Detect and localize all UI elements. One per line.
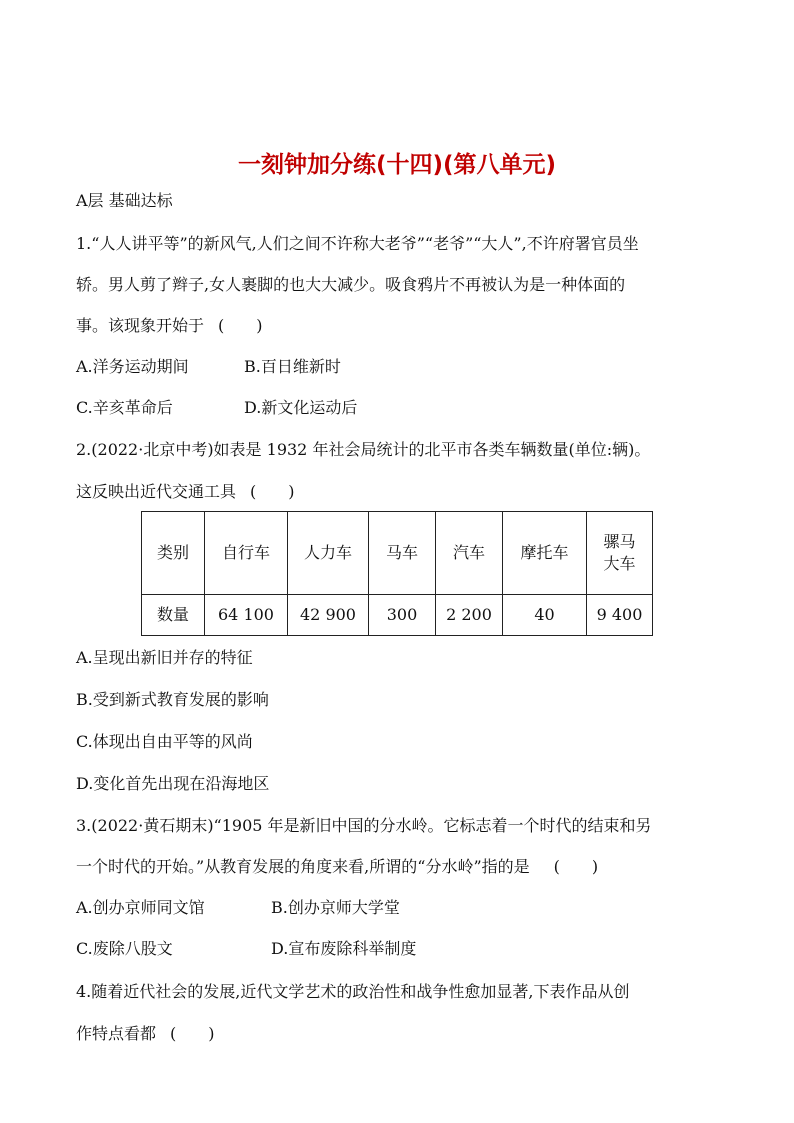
q2-option-a: A.呈现出新旧并存的特征 — [76, 648, 253, 667]
q4-answer-blank: ( ) — [170, 1024, 215, 1043]
table-row — [142, 595, 653, 636]
q2-option-b: B.受到新式教育发展的影响 — [76, 690, 269, 709]
table-header-row — [142, 512, 653, 595]
q1-text-tail: 事。该现象开始于 — [76, 316, 205, 335]
q1-option-b: B.百日维新时 — [244, 357, 341, 376]
q3-option-a: A.创办京师同文馆 — [76, 898, 205, 917]
header-cell-category: 类别 — [142, 512, 205, 595]
header-cell-carriage: 马车 — [369, 512, 436, 595]
header-cell-motorcycle: 摩托车 — [503, 512, 587, 595]
q4-text-line-1: 4.随着近代社会的发展,近代文学艺术的政治性和战争性愈加显著,下表作品从创 — [76, 982, 630, 1001]
q3-text-line-1: 3.(2022·黄石期末)“1905 年是新旧中国的分水岭。它标志着一个时代的结束和另 — [76, 816, 652, 835]
q3-option-b: B.创办京师大学堂 — [271, 898, 400, 917]
header-cell-rickshaw: 人力车 — [288, 512, 369, 595]
q1-text-line-2: 轿。男人剪了辫子,女人裹脚的也大大减少。吸食鸦片不再被认为是一种体面的 — [76, 275, 626, 294]
q3-text-line-2 — [76, 857, 598, 877]
q2-option-d: D.变化首先出现在沿海地区 — [76, 774, 270, 793]
vehicle-count-table — [141, 511, 653, 636]
value-cell-bicycle: 64 100 — [205, 595, 288, 636]
q2-text-line-1: 2.(2022·北京中考)如表是 1932 年社会局统计的北平市各类车辆数量(单位:辆)。 — [76, 440, 651, 459]
q2-text-line-2 — [76, 482, 295, 502]
value-cell-rickshaw: 42 900 — [288, 595, 369, 636]
row-label-quantity: 数量 — [142, 595, 205, 636]
header-cell-car: 汽车 — [436, 512, 503, 595]
header-cell-mule-cart: 骡马大车 — [587, 512, 653, 595]
q1-option-c: C.辛亥革命后 — [76, 398, 173, 417]
q2-option-c: C.体现出自由平等的风尚 — [76, 732, 253, 751]
q1-answer-blank: ( ) — [218, 316, 263, 335]
page-title: 一刻钟加分练(十四)(第八单元) — [237, 152, 557, 178]
q1-option-d: D.新文化运动后 — [244, 398, 358, 417]
q1-option-a: A.洋务运动期间 — [76, 357, 189, 376]
header-cell-bicycle: 自行车 — [205, 512, 288, 595]
q2-text-tail: 这反映出近代交通工具 — [76, 482, 237, 501]
q1-text-line-3 — [76, 316, 263, 336]
q3-answer-blank: ( ) — [553, 857, 599, 876]
q4-text-tail: 作特点看都 — [76, 1024, 157, 1043]
q3-option-d: D.宣布废除科举制度 — [271, 939, 417, 958]
value-cell-mule-cart: 9 400 — [587, 595, 653, 636]
section-heading: A层 基础达标 — [76, 191, 173, 210]
value-cell-carriage: 300 — [369, 595, 436, 636]
q4-text-line-2 — [76, 1024, 215, 1044]
q3-option-c: C.废除八股文 — [76, 939, 173, 958]
q1-text-line-1: 1.“人人讲平等”的新风气,人们之间不许称大老爷”“老爷”“大人”,不许府署官员坐 — [76, 234, 639, 253]
value-cell-motorcycle: 40 — [503, 595, 587, 636]
value-cell-car: 2 200 — [436, 595, 503, 636]
q2-answer-blank: ( ) — [250, 482, 295, 501]
q3-text-tail: 一个时代的开始。”从教育发展的角度来看,所谓的“分水岭”指的是 — [76, 857, 530, 876]
